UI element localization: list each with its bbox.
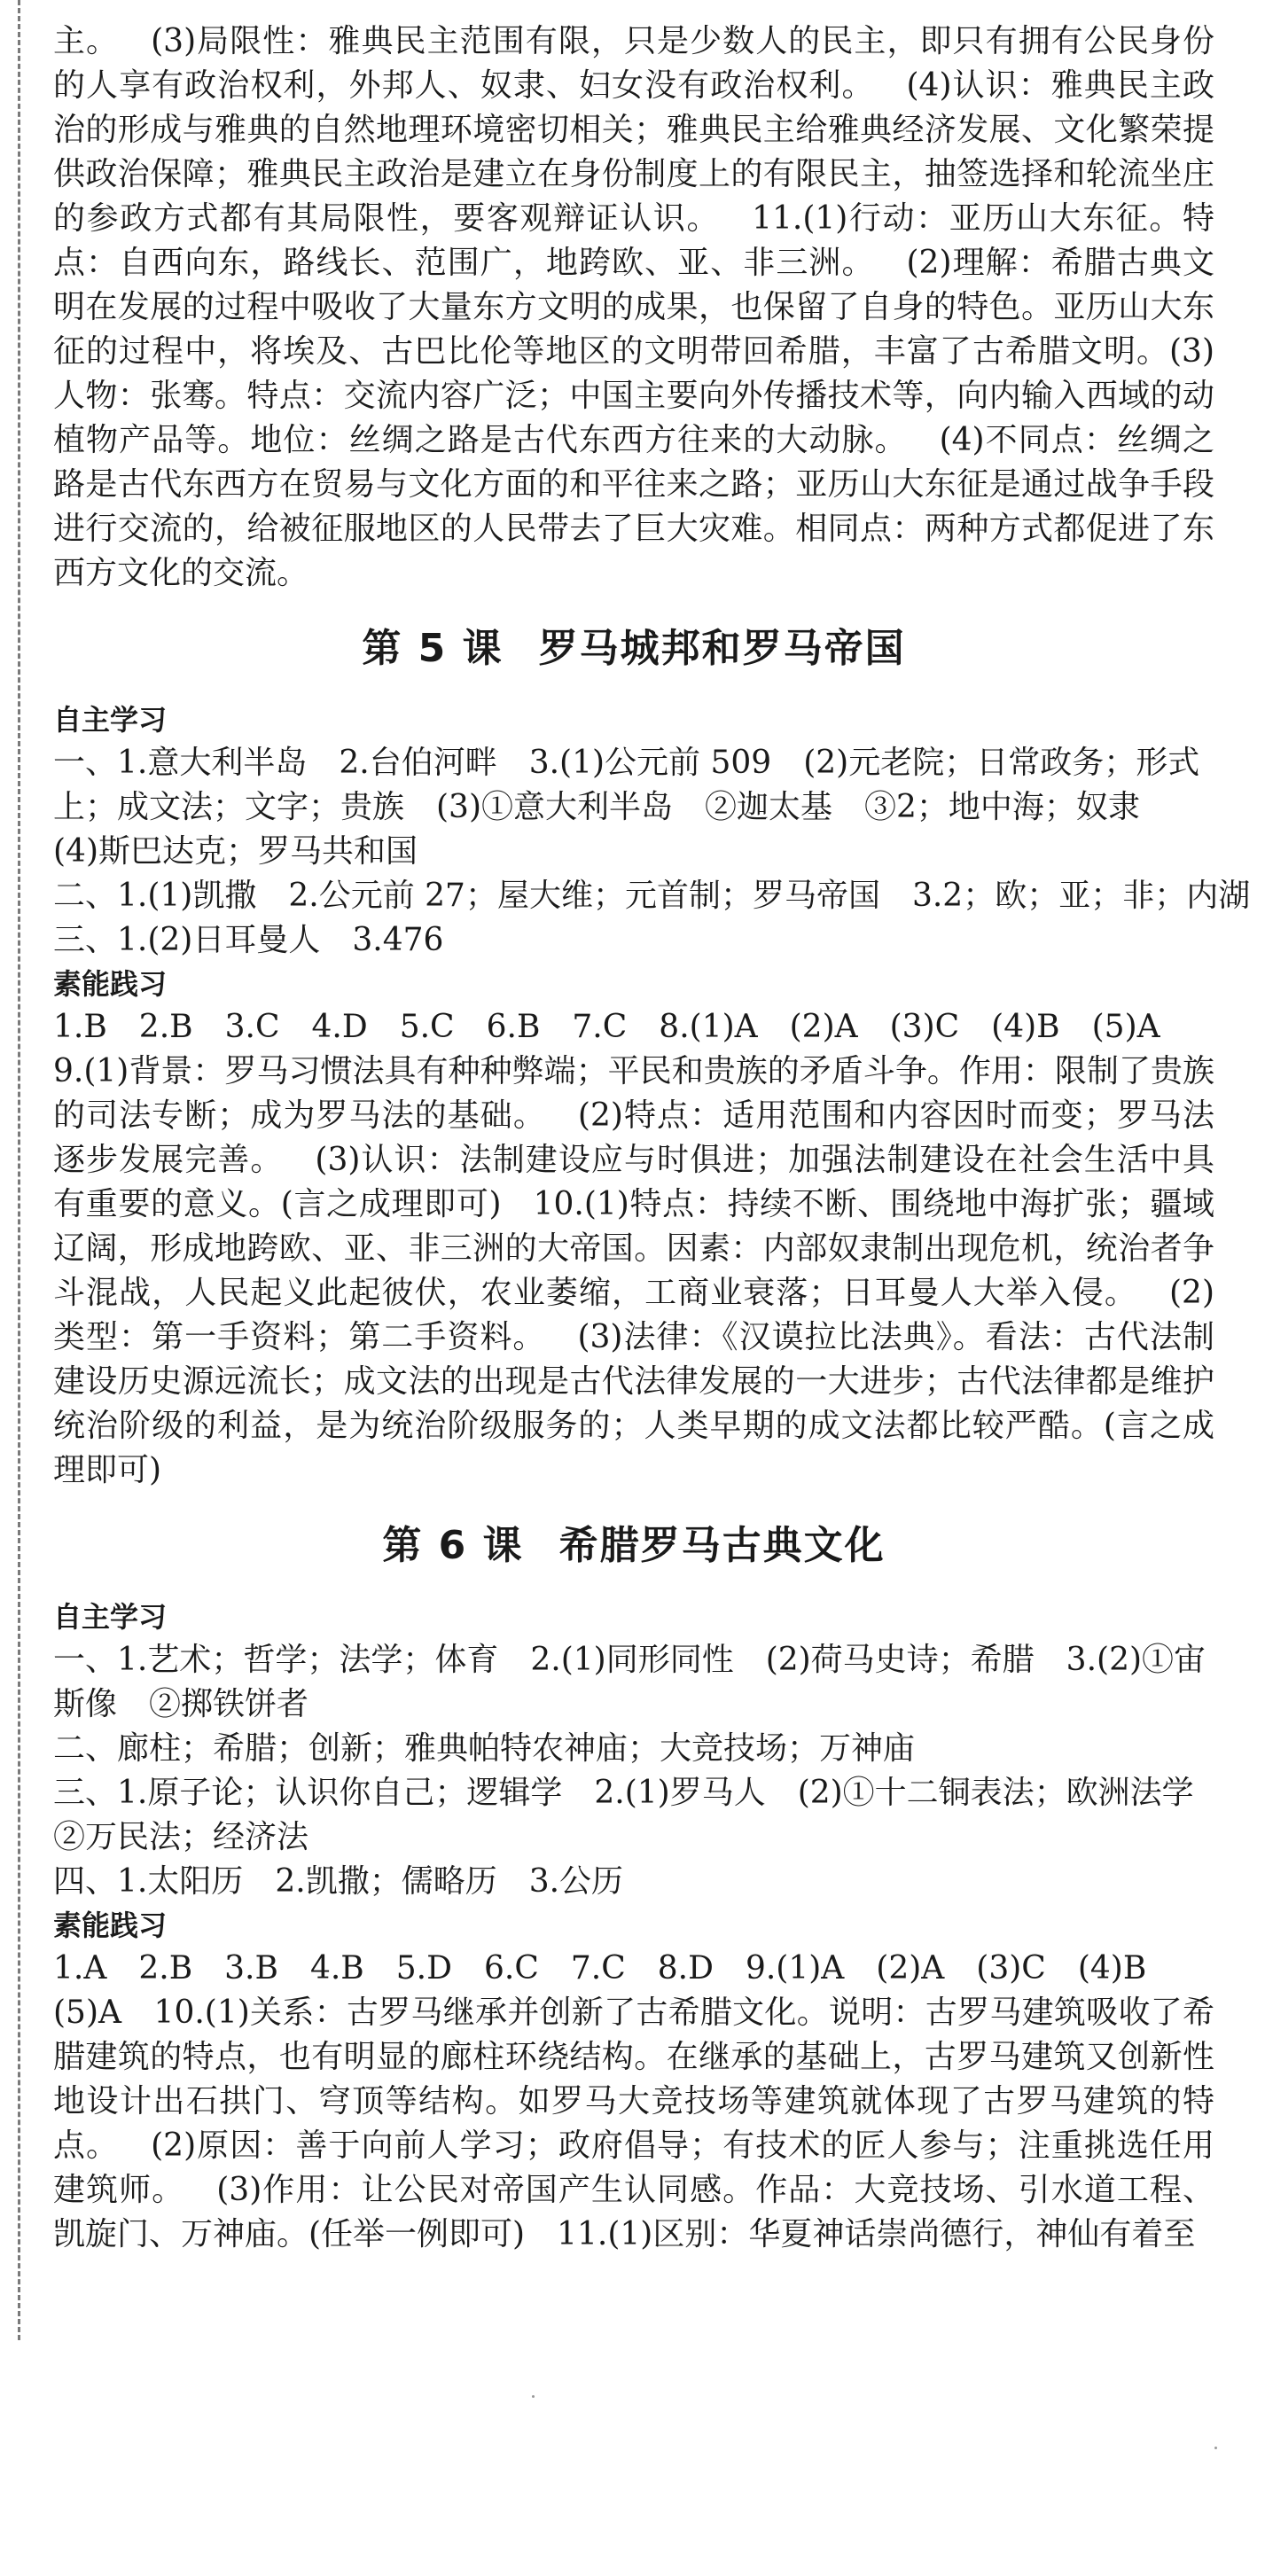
answer-segment: 10.(1)特点：持续不断、围绕地中海扩张；疆域辽阔，形成地跨欧、亚、非三洲的大帝国。因素：内部奴隶制出现危机，统治者争斗混战，人民起义此起彼伏，农业萎缩，工商业衰落；日耳曼人大举入侵。 <box>53 1186 1215 1311</box>
answer-segment: (3)作用：让公民对帝国产生认同感。作品：大竞技场、引水道工程、凯旋门、万神庙。(任举一例即可) <box>53 2172 1214 2252</box>
answer-segment: 主。 <box>53 23 120 59</box>
binding-dashed-line <box>18 0 20 2340</box>
scan-speck <box>1214 2447 1217 2449</box>
self-study-line: 三、1.(2)日耳曼人 3.476 <box>53 922 444 958</box>
content-column <box>53 20 1251 2257</box>
self-study-line: 上；成文法；文字；贵族 (3)①意大利半岛 ②迦太基 ③2；地中海；奴隶 <box>53 789 1140 825</box>
self-study-line: 斯像 ②掷铁饼者 <box>53 1686 309 1722</box>
self-study-line: 二、廊柱；希腊；创新；雅典帕特农神庙；大竞技场；万神庙 <box>53 1730 916 1767</box>
self-study-heading: 自主学习 <box>53 703 168 737</box>
practice-heading: 素能践习 <box>53 1909 168 1942</box>
lesson-5-title <box>53 622 1214 675</box>
answer-segment: (5)A 10.(1)关系：古罗马继承并创新了古希腊文化。说明：古罗马建筑吸收了希腊建筑的特点，也有明显的廊柱环绕结构。在继承的基础上，古罗马建筑又创新性地设计出石拱门、穹顶等结构。如罗马大竞技场等建筑就体现了古罗马建筑的特点。 <box>53 1994 1214 2164</box>
practice-answer-paragraph <box>53 1991 1214 2257</box>
answer-segment: (2)理解：希腊古典文明在发展的过程中吸收了大量东方文明的成果，也保留了自身的特色。亚历山大东征的过程中，将埃及、古巴比伦等地区的文明带回希腊，丰富了古希腊文明。(3)人物：张骞。特点：交流内容广泛；中国主要向外传播技术等，向内输入西域的动植物产品等。地位：丝绸之路是古代东西方往来的大动脉。 <box>53 245 1214 458</box>
scan-speck <box>532 2395 535 2398</box>
answer-segment: 11.(1)区别：华夏神话崇尚德行，神仙有着至 <box>557 2216 1196 2252</box>
practice-heading: 素能践习 <box>53 967 168 1001</box>
self-study-heading: 自主学习 <box>53 1600 168 1634</box>
answer-segment: (2)类型：第一手资料；第二手资料。 <box>53 1275 1214 1355</box>
answer-segment: 11.(1)行动：亚历山大东征。特点：自西向东，路线长、范围广，地跨欧、亚、非三洲。 <box>53 200 1214 281</box>
multiple-choice-answers: 1.B 2.B 3.C 4.D 5.C 6.B 7.C 8.(1)A (2)A (3)C (4)B (5)A <box>53 1009 1160 1045</box>
answer-segment: (2)原因：善于向前人学习；政府倡导；有技术的匠人参与；注重挑选任用建筑师。 <box>53 2127 1214 2208</box>
self-study-line: 一、1.艺术；哲学；法学；体育 2.(1)同形同性 (2)荷马史诗；希腊 3.(2)①宙 <box>53 1642 1206 1678</box>
answer-segment: (3)认识：法制建设应与时俱进；加强法制建设在社会生活中具有重要的意义。(言之成理即可) <box>53 1142 1214 1222</box>
self-study-line: 三、1.原子论；认识你自己；逻辑学 2.(1)罗马人 (2)①十二铜表法；欧洲法学 <box>53 1775 1194 1811</box>
practice-answer-paragraph <box>53 1050 1214 1493</box>
lesson-number: 第 6 课 <box>382 1523 524 1568</box>
lesson-6-title <box>53 1519 1214 1573</box>
answer-segment: (4)认识：雅典民主政治的形成与雅典的自然地理环境密切相关；雅典民主给雅典经济发展、文化繁荣提供政治保障；雅典民主政治是建立在身份制度上的有限民主，抽签选择和轮流坐庄的参政方式都有其局限性，要客观辩证认识。 <box>53 67 1214 237</box>
self-study-line: 四、1.太阳历 2.凯撒；儒略历 3.公历 <box>53 1863 624 1900</box>
answer-segment: (3)法律：《汉谟拉比法典》。看法：古代法制建设历史源远流长；成文法的出现是古代法律发展的一大进步；古代法律都是维护统治阶级的利益，是为统治阶级服务的；人类早期的成文法都比较严酷。(言之成理即可) <box>53 1319 1214 1488</box>
answer-segment: (4)不同点：丝绸之路是古代东西方在贸易与文化方面的和平往来之路；亚历山大东征是通过战争手段进行交流的，给被征服地区的人民带去了巨大灾难。相同点：两种方式都促进了东西方文化的交流。 <box>53 422 1214 591</box>
self-study-line: ②万民法；经济法 <box>53 1819 309 1855</box>
self-study-line: 一、1.意大利半岛 2.台伯河畔 3.(1)公元前 509 (2)元老院；日常政务；形式 <box>53 745 1200 781</box>
answer-segment: 9.(1)背景：罗马习惯法具有种种弊端；平民和贵族的矛盾斗争。作用：限制了贵族的司法专断；成为罗马法的基础。 <box>53 1053 1214 1134</box>
answer-segment: (3)局限性：雅典民主范围有限，只是少数人的民主，即只有拥有公民身份的人享有政治权利，外邦人、奴隶、妇女没有政治权利。 <box>53 23 1214 104</box>
multiple-choice-answers: 1.A 2.B 3.B 4.B 5.D 6.C 7.C 8.D 9.(1)A (2)A (3)C (4)B <box>53 1950 1147 1987</box>
self-study-line: (4)斯巴达克；罗马共和国 <box>53 833 418 870</box>
continued-answer-paragraph <box>53 20 1214 596</box>
lesson-name: 罗马城邦和罗马帝国 <box>538 626 906 671</box>
answer-segment: (2)特点：适用范围和内容因时而变；罗马法逐步发展完善。 <box>53 1097 1214 1178</box>
lesson-name: 希腊罗马古典文化 <box>558 1523 886 1568</box>
self-study-line: 二、1.(1)凯撒 2.公元前 27；屋大维；元首制；罗马帝国 3.2；欧；亚；非；内湖 <box>53 878 1251 914</box>
lesson-number: 第 5 课 <box>362 626 504 671</box>
